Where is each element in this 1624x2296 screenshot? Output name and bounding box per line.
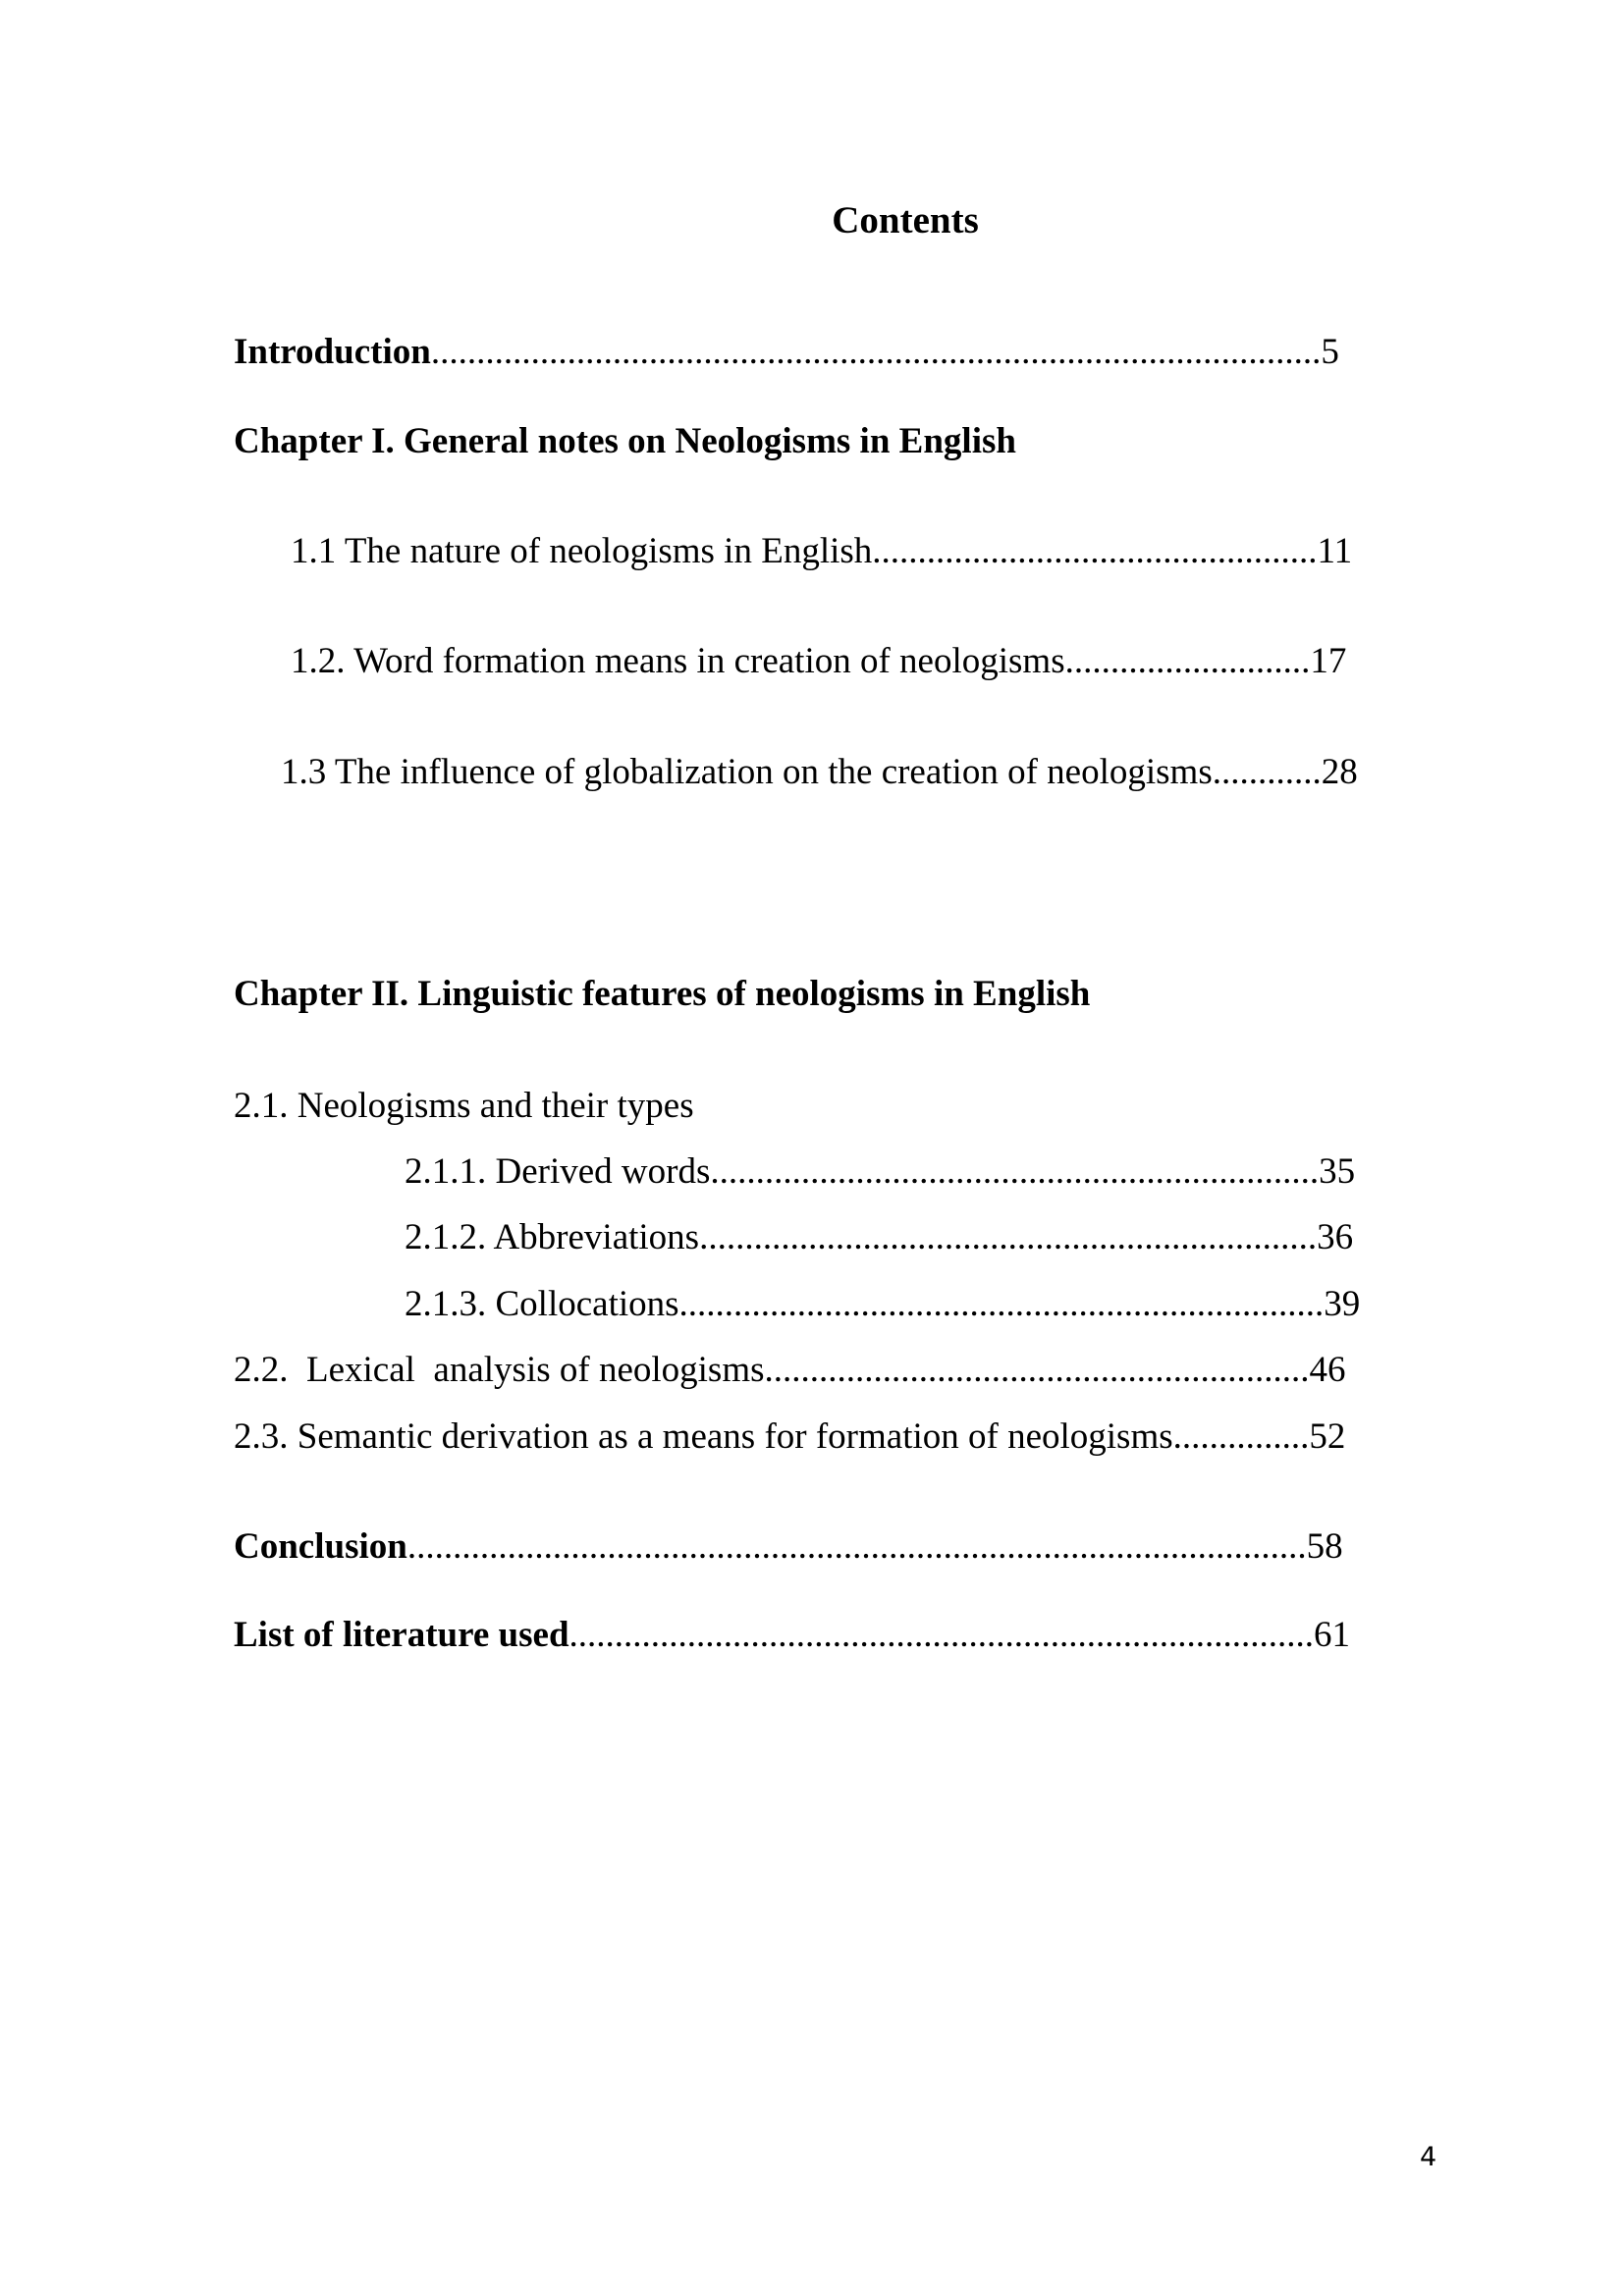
toc-leader-dots: .................................................................................. [568, 1615, 1315, 1655]
toc-page-number: 46 [1309, 1350, 1346, 1390]
toc-label: List of literature used [234, 1615, 569, 1655]
toc-leader-dots: ................................................. [872, 531, 1318, 571]
toc-leader-dots: .................................................................... [699, 1217, 1318, 1257]
toc-entry-2-1[interactable]: 2.1. Neologisms and their types [234, 1086, 694, 1126]
toc-entry-introduction[interactable] [234, 329, 1339, 376]
toc-leader-dots: ............ [1212, 752, 1322, 792]
toc-label: 2.3. Semantic derivation as a means for formation of neologisms [234, 1416, 1173, 1457]
toc-leader-dots: ............... [1172, 1416, 1310, 1457]
toc-page-number: 17 [1310, 641, 1347, 681]
toc-page-number: 35 [1319, 1151, 1356, 1192]
toc-page-number: 52 [1309, 1416, 1346, 1457]
toc-label: 2.1.1. Derived words [405, 1151, 711, 1192]
toc-leader-dots: ........................... [1064, 641, 1311, 681]
toc-entry-2-1-1[interactable] [405, 1148, 1355, 1196]
toc-entry-2-1-2[interactable] [405, 1214, 1353, 1261]
toc-label: Conclusion [234, 1526, 407, 1567]
toc-label: Introduction [234, 332, 431, 372]
toc-entry-conclusion[interactable] [234, 1523, 1343, 1571]
toc-leader-dots: .................................................................................................. [430, 332, 1322, 372]
toc-leader-dots: ................................................................... [710, 1151, 1320, 1192]
toc-entry-1-3[interactable] [281, 749, 1358, 796]
toc-page-number: 5 [1321, 332, 1339, 372]
toc-page-number: 61 [1314, 1615, 1351, 1655]
toc-entry-literature[interactable] [234, 1612, 1350, 1659]
toc-label: 2.1.3. Collocations [405, 1284, 679, 1324]
toc-label: 2.1.2. Abbreviations [405, 1217, 700, 1257]
page-title: Contents [832, 199, 979, 241]
toc-page-number: 36 [1317, 1217, 1354, 1257]
toc-label: 2.2. Lexical analysis of neologisms [234, 1350, 765, 1390]
toc-page-number: 39 [1324, 1284, 1361, 1324]
toc-page-number: 28 [1321, 752, 1358, 792]
toc-entry-2-2[interactable] [234, 1347, 1346, 1394]
toc-chapter-2-heading[interactable]: Chapter II. Linguistic features of neologisms in English [234, 974, 1091, 1014]
toc-page-number: 58 [1306, 1526, 1343, 1567]
toc-leader-dots: ................................................................................................... [406, 1526, 1307, 1567]
toc-leader-dots: ............................................................ [764, 1350, 1310, 1390]
toc-entry-1-1[interactable] [291, 528, 1352, 575]
toc-entry-2-3[interactable] [234, 1414, 1345, 1461]
toc-chapter-1-heading[interactable]: Chapter I. General notes on Neologisms in English [234, 421, 1016, 461]
toc-leader-dots: ....................................................................... [678, 1284, 1325, 1324]
toc-label: 1.2. Word formation means in creation of neologisms [291, 641, 1065, 681]
toc-label: 1.3 The influence of globalization on the creation of neologisms [281, 752, 1213, 792]
toc-entry-1-2[interactable] [291, 638, 1346, 685]
toc-page-number: 11 [1317, 531, 1353, 571]
footer-page-number: 4 [1420, 2142, 1437, 2172]
toc-entry-2-1-3[interactable] [405, 1281, 1360, 1328]
toc-label: 1.1 The nature of neologisms in English [291, 531, 873, 571]
